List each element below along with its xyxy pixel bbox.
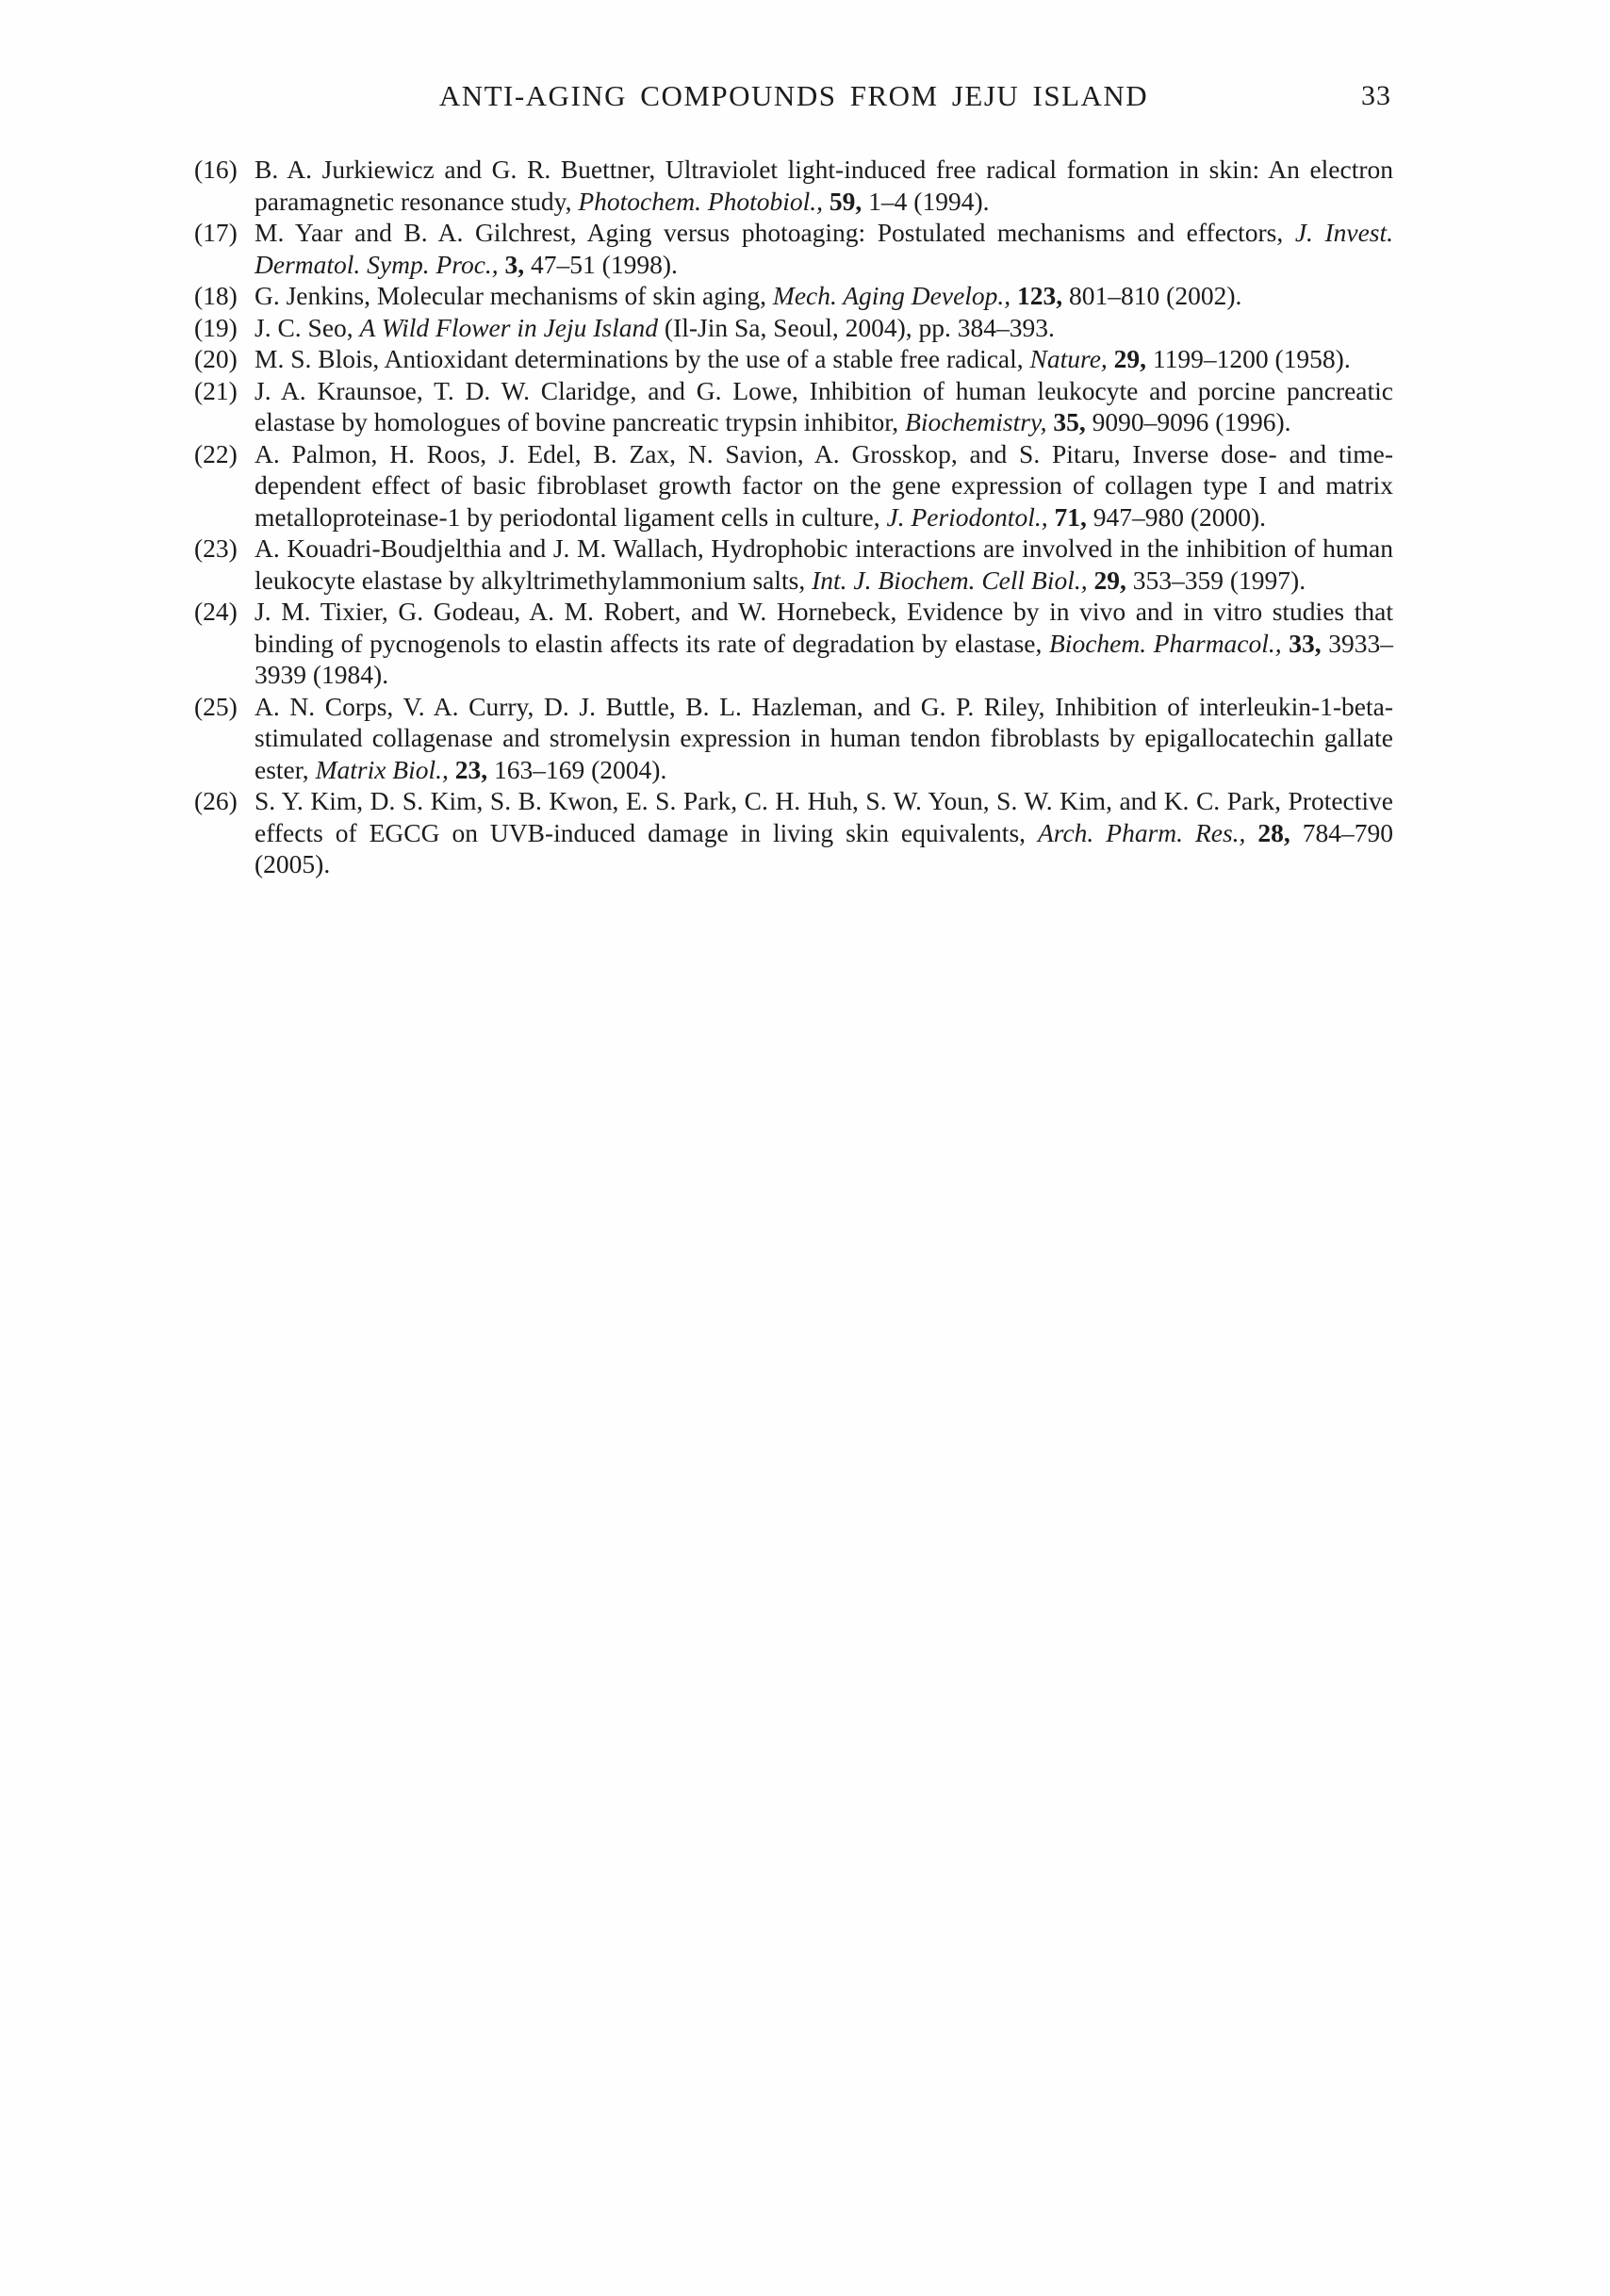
reference-text bbox=[255, 785, 1393, 880]
reference-number: (22) bbox=[194, 438, 238, 468]
journal-name: J. Invest. Dermatol. Symp. Proc., bbox=[255, 218, 1393, 279]
reference-segment bbox=[449, 755, 455, 784]
reference-text bbox=[255, 217, 1393, 280]
reference-segment bbox=[1245, 818, 1257, 847]
reference-number: (17) bbox=[194, 218, 238, 247]
journal-name: Photochem. Photobiol., bbox=[578, 186, 824, 216]
volume-number: 29, bbox=[1113, 344, 1147, 373]
reference-segment: (Il-Jin Sa, Seoul, 2004), pp. 384–393. bbox=[658, 312, 1055, 342]
reference-segment bbox=[499, 250, 505, 279]
reference-segment: 784–790 (2005). bbox=[255, 817, 1393, 878]
journal-name: Biochemistry, bbox=[905, 407, 1047, 436]
reference-text bbox=[255, 375, 1393, 438]
reference-text bbox=[255, 312, 1393, 344]
journal-name: J. Periodontol., bbox=[886, 501, 1048, 532]
running-head bbox=[194, 79, 1393, 113]
volume-number: 29, bbox=[1093, 565, 1126, 595]
volume-number: 33, bbox=[1289, 628, 1322, 658]
reference-item bbox=[194, 596, 1393, 691]
references-list bbox=[194, 154, 1393, 880]
reference-segment bbox=[1088, 566, 1094, 595]
reference-segment: J. A. Kraunsoe, T. D. W. Claridge, and G. Lowe, Inhibition of human leukocyte and porcine pancreatic elastase by homologues of bovine pancreatic trypsin inhibitor, bbox=[255, 375, 1393, 436]
volume-number: 59, bbox=[829, 186, 862, 216]
journal-name: Nature, bbox=[1029, 344, 1108, 373]
reference-number: (26) bbox=[194, 786, 238, 815]
reference-number: (23) bbox=[194, 533, 238, 563]
reference-item bbox=[194, 785, 1393, 880]
reference-number: (18) bbox=[194, 281, 238, 310]
reference-item bbox=[194, 691, 1393, 786]
reference-segment: S. Y. Kim, D. S. Kim, S. B. Kwon, E. S. Park, C. H. Huh, S. W. Youn, S. W. Kim, and K. C. Park, Protective effects of EGCG on UVB-induced damage in living skin equivalents, bbox=[255, 786, 1393, 847]
reference-segment: A. N. Corps, V. A. Curry, D. J. Buttle, B. L. Hazleman, and G. P. Riley, Inhibition of interleukin-1-beta-stimulated collagenase and stromelysin expression in human tendon fibroblasts by epigallocatechin gallate ester, bbox=[255, 691, 1393, 784]
reference-segment: J. M. Tixier, G. Godeau, A. M. Robert, and W. Hornebeck, Evidence by in vivo and in vitro studies that binding of pycnogenols to elastin affects its rate of degradation by elastase, bbox=[255, 597, 1393, 658]
reference-segment: M. S. Blois, Antioxidant determinations by the use of a stable free radical, bbox=[255, 344, 1030, 373]
reference-number: (25) bbox=[194, 691, 238, 721]
reference-segment: 9090–9096 (1996). bbox=[1085, 407, 1291, 436]
reference-text bbox=[255, 691, 1393, 786]
reference-segment: 801–810 (2002). bbox=[1062, 281, 1242, 310]
volume-number: 23, bbox=[454, 754, 488, 784]
journal-name: Biochem. Pharmacol., bbox=[1049, 628, 1282, 658]
reference-item bbox=[194, 312, 1393, 344]
reference-segment: G. Jenkins, Molecular mechanisms of skin aging, bbox=[255, 281, 773, 310]
reference-number: (19) bbox=[194, 312, 238, 342]
reference-item bbox=[194, 343, 1393, 375]
volume-number: 3, bbox=[504, 249, 525, 279]
volume-number: 35, bbox=[1053, 407, 1086, 436]
reference-segment: M. Yaar and B. A. Gilchrest, Aging versus photoaging: Postulated mechanisms and effectors, bbox=[255, 218, 1295, 247]
reference-segment: B. A. Jurkiewicz and G. R. Buettner, Ultraviolet light-induced free radical formation in skin: An electron paramagnetic resonance study, bbox=[255, 155, 1393, 216]
journal-name: Mech. Aging Develop., bbox=[772, 281, 1011, 310]
journal-name: A Wild Flower in Jeju Island bbox=[359, 312, 659, 342]
reference-number: (24) bbox=[194, 597, 238, 626]
reference-segment: 1–4 (1994). bbox=[862, 186, 990, 216]
reference-item bbox=[194, 438, 1393, 533]
reference-text bbox=[255, 533, 1393, 596]
reference-text bbox=[255, 596, 1393, 691]
volume-number: 123, bbox=[1017, 281, 1063, 310]
reference-segment bbox=[823, 187, 830, 216]
reference-segment bbox=[1108, 344, 1114, 373]
reference-segment: 47–51 (1998). bbox=[524, 249, 678, 279]
reference-item bbox=[194, 533, 1393, 596]
reference-segment: 3933–3939 (1984). bbox=[255, 628, 1393, 689]
reference-segment: 163–169 (2004). bbox=[487, 754, 667, 784]
reference-segment: 1199–1200 (1958). bbox=[1146, 344, 1351, 373]
reference-segment: J. C. Seo, bbox=[255, 312, 360, 342]
journal-name: Matrix Biol., bbox=[315, 754, 449, 784]
volume-number: 71, bbox=[1054, 501, 1087, 532]
reference-text bbox=[255, 438, 1393, 533]
reference-item bbox=[194, 375, 1393, 438]
reference-text bbox=[255, 280, 1393, 312]
page-title: ANTI-AGING COMPOUNDS FROM JEJU ISLAND bbox=[438, 79, 1149, 112]
reference-text bbox=[255, 343, 1393, 375]
reference-segment: A. Palmon, H. Roos, J. Edel, B. Zax, N. Savion, A. Grosskop, and S. Pitaru, Inverse dose- and time-dependent effect of basic fibroblaset growth factor on the gene expression of collagen type I and matrix metalloproteinase-1 by periodontal ligament cells in culture, bbox=[255, 438, 1393, 532]
journal-name: Arch. Pharm. Res., bbox=[1038, 817, 1246, 847]
journal-name: Int. J. Biochem. Cell Biol., bbox=[812, 565, 1088, 595]
reference-item bbox=[194, 217, 1393, 280]
reference-number: (21) bbox=[194, 375, 238, 405]
page-number: 33 bbox=[1361, 80, 1391, 111]
volume-number: 28, bbox=[1257, 817, 1290, 847]
reference-item bbox=[194, 280, 1393, 312]
reference-segment: 353–359 (1997). bbox=[1125, 565, 1306, 595]
reference-segment: A. Kouadri-Boudjelthia and J. M. Wallach, Hydrophobic interactions are involved in the inhibition of human leukocyte elastase by alkyltrimethylammonium salts, bbox=[255, 533, 1393, 595]
reference-text bbox=[255, 154, 1393, 217]
reference-segment: 947–980 (2000). bbox=[1086, 501, 1267, 532]
reference-number: (16) bbox=[194, 155, 238, 184]
reference-item bbox=[194, 154, 1393, 217]
reference-number: (20) bbox=[194, 344, 238, 373]
